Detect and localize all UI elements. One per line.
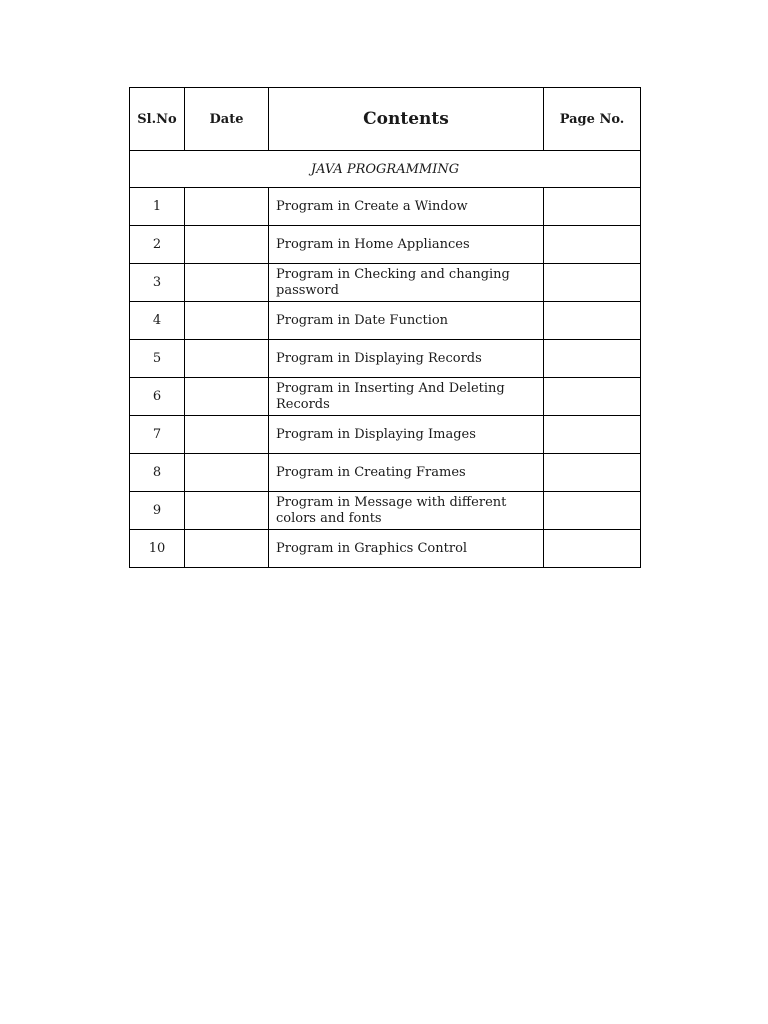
row-number: 1	[130, 188, 185, 226]
row-number: 10	[130, 530, 185, 568]
row-date	[185, 264, 269, 302]
row-title: Program in Graphics Control	[269, 530, 544, 568]
row-title: Program in Inserting And Deleting Records	[269, 378, 544, 416]
contents-table	[129, 87, 641, 568]
row-title: Program in Displaying Images	[269, 416, 544, 454]
row-page-no	[544, 340, 641, 378]
row-date	[185, 492, 269, 530]
row-title: Program in Checking and changing password	[269, 264, 544, 302]
header-contents: Contents	[269, 88, 544, 151]
table-row	[130, 530, 641, 568]
row-page-no	[544, 530, 641, 568]
row-number: 4	[130, 302, 185, 340]
table-header-row	[130, 88, 641, 151]
row-number: 7	[130, 416, 185, 454]
row-date	[185, 530, 269, 568]
row-page-no	[544, 416, 641, 454]
row-number: 9	[130, 492, 185, 530]
row-date	[185, 416, 269, 454]
row-title: Program in Home Appliances	[269, 226, 544, 264]
row-page-no	[544, 264, 641, 302]
row-title: Program in Creating Frames	[269, 454, 544, 492]
row-title: Program in Displaying Records	[269, 340, 544, 378]
row-page-no	[544, 188, 641, 226]
row-page-no	[544, 226, 641, 264]
header-slno: Sl.No	[130, 88, 185, 151]
row-number: 6	[130, 378, 185, 416]
row-date	[185, 340, 269, 378]
row-number: 2	[130, 226, 185, 264]
header-date: Date	[185, 88, 269, 151]
row-date	[185, 302, 269, 340]
row-number: 5	[130, 340, 185, 378]
row-date	[185, 226, 269, 264]
row-title: Program in Create a Window	[269, 188, 544, 226]
table-row	[130, 416, 641, 454]
table-row	[130, 226, 641, 264]
table-row	[130, 378, 641, 416]
section-row	[130, 151, 641, 188]
header-page-no: Page No.	[544, 88, 641, 151]
row-title: Program in Message with different colors and fonts	[269, 492, 544, 530]
row-date	[185, 378, 269, 416]
row-date	[185, 454, 269, 492]
row-number: 3	[130, 264, 185, 302]
row-page-no	[544, 492, 641, 530]
table-row	[130, 302, 641, 340]
row-page-no	[544, 302, 641, 340]
table-row	[130, 264, 641, 302]
row-number: 8	[130, 454, 185, 492]
row-page-no	[544, 454, 641, 492]
row-page-no	[544, 378, 641, 416]
row-title: Program in Date Function	[269, 302, 544, 340]
table-row	[130, 188, 641, 226]
table-row	[130, 492, 641, 530]
table-row	[130, 340, 641, 378]
table-row	[130, 454, 641, 492]
section-title: JAVA PROGRAMMING	[130, 151, 641, 188]
row-date	[185, 188, 269, 226]
